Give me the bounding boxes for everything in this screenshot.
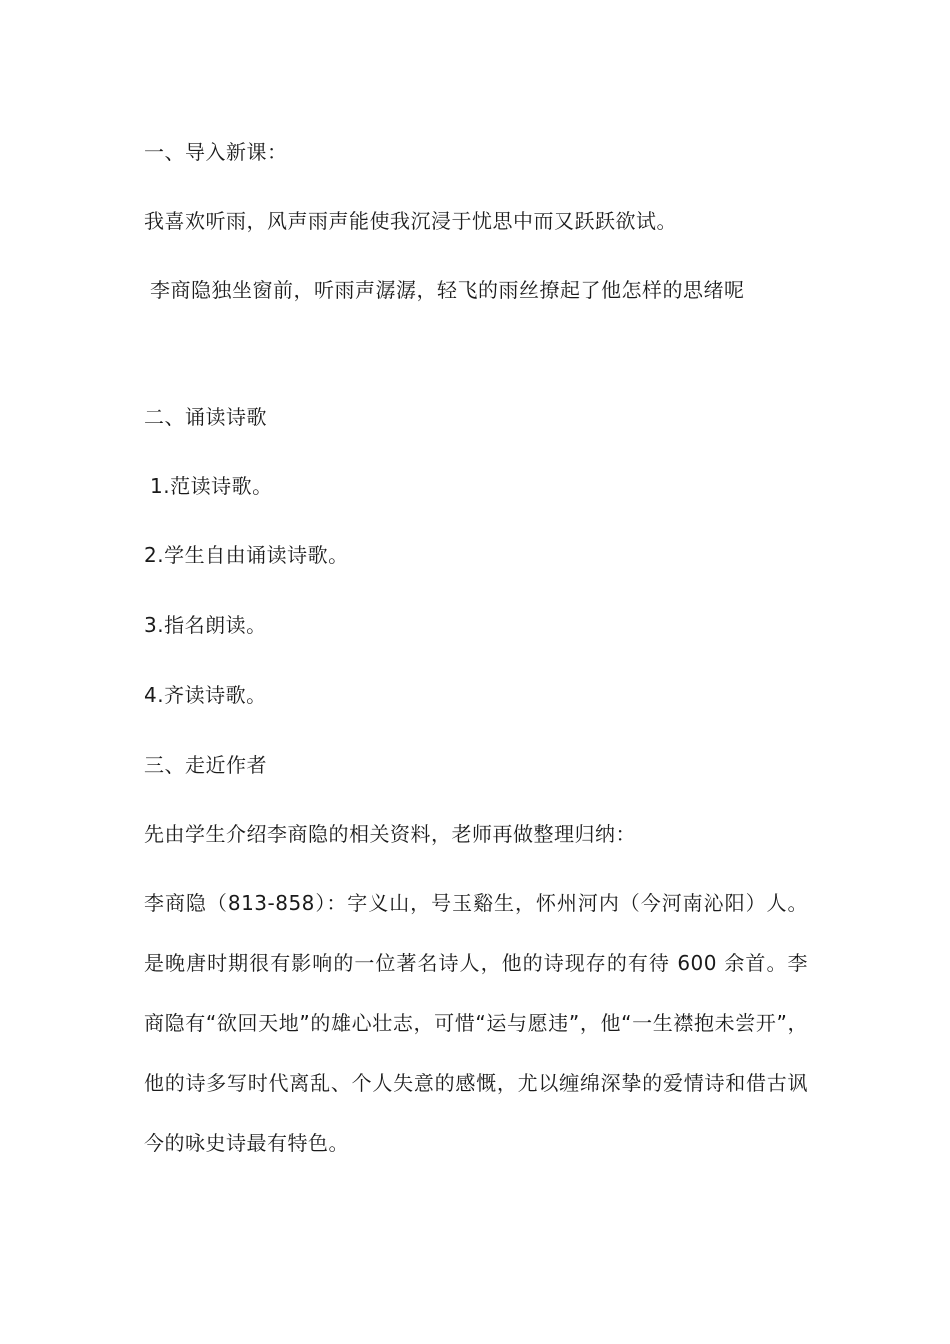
section-heading-recite: 二、诵读诗歌 (144, 405, 267, 429)
intro-paragraph-2: 李商隐独坐窗前，听雨声潺潺，轻飞的雨丝撩起了他怎样的思绪呢 (150, 278, 745, 302)
section-heading-author: 三、走近作者 (144, 753, 267, 777)
recite-item-3: 3.指名朗读。 (144, 613, 267, 637)
recite-item-2: 2.学生自由诵读诗歌。 (144, 543, 349, 567)
intro-paragraph-1: 我喜欢听雨，风声雨声能使我沉浸于忧思中而又跃跃欲试。 (144, 209, 677, 233)
recite-item-4: 4.齐读诗歌。 (144, 683, 267, 707)
section-heading-intro: 一、导入新课： (144, 140, 288, 164)
recite-item-1: 1.范读诗歌。 (150, 474, 273, 498)
author-intro: 先由学生介绍李商隐的相关资料，老师再做整理归纳： (144, 822, 636, 846)
author-bio-paragraph: 李商隐（813-858）：字义山，号玉谿生，怀州河内（今河南沁阳）人。是晚唐时期很有影响的一位著名诗人，他的诗现存的有待 600 余首。李商隐有“欲回天地”的雄心壮志，可惜“运与愿违”，他“一生襟抱未尝开”，他的诗多写时代离乱、个人失意的感慨，尤以缠绵深挚的爱情诗和借古讽今的咏史诗最有特色。 (144, 891, 808, 1155)
